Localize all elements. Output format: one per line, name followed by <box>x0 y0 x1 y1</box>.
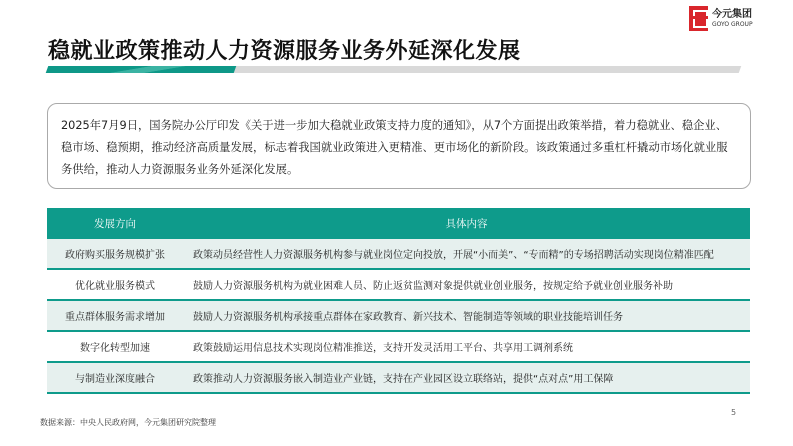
content-cell: 政策推动人力资源服务嵌入制造业产业链，支持在产业园区设立联络站，提供“点对点”用工保障 <box>183 362 750 393</box>
logo-name-cn: 今元集团 <box>712 8 752 20</box>
content-cell: 政策鼓励运用信息技术实现岗位精准推送，支持开发灵活用工平台、共享用工调剂系统 <box>183 331 750 362</box>
header-direction: 发展方向 <box>47 208 183 239</box>
page-title: 稳就业政策推动人力资源服务业务外延深化发展 <box>48 39 521 64</box>
title-underline <box>46 66 742 73</box>
direction-cell: 数字化转型加速 <box>47 331 183 362</box>
direction-cell: 政府购买服务规模扩张 <box>47 239 183 269</box>
policy-table <box>47 208 750 394</box>
table-row <box>47 269 750 300</box>
intro-box: 2025年7月9日，国务院办公厅印发《关于进一步加大稳就业政策支持力度的通知》，从7个方面提出政策举措，着力稳就业、稳企业、稳市场、稳预期，推动经济高质量发展，标志着我国就业政策进入更精准、更市场化的新阶段。该政策通过多重杠杆撬动市场化就业服务供给，推动人力资源服务业务外延深化发展。 <box>47 103 751 189</box>
page-number: 5 <box>731 408 737 417</box>
logo-mark-icon <box>689 6 708 31</box>
table-row <box>47 300 750 331</box>
header-content: 具体内容 <box>183 208 750 239</box>
direction-cell: 优化就业服务模式 <box>47 269 183 300</box>
data-source: 数据来源：中央人民政府网，今元集团研究院整理 <box>40 418 216 427</box>
company-logo <box>689 6 753 31</box>
content-cell: 政策动员经营性人力资源服务机构参与就业岗位定向投放，开展“小而美”、“专而精”的专场招聘活动实现岗位精准匹配 <box>183 239 750 269</box>
direction-cell: 重点群体服务需求增加 <box>47 300 183 331</box>
table-row <box>47 331 750 362</box>
content-cell: 鼓励人力资源服务机构为就业困难人员、防止返贫监测对象提供就业创业服务，按规定给予就业创业服务补助 <box>183 269 750 300</box>
logo-name-en: GOYO GROUP <box>712 20 753 28</box>
table-row <box>47 239 750 269</box>
table-row <box>47 362 750 393</box>
title-underline-accent <box>46 66 237 73</box>
content-cell: 鼓励人力资源服务机构承接重点群体在家政教育、新兴技术、智能制造等领域的职业技能培训任务 <box>183 300 750 331</box>
direction-cell: 与制造业深度融合 <box>47 362 183 393</box>
